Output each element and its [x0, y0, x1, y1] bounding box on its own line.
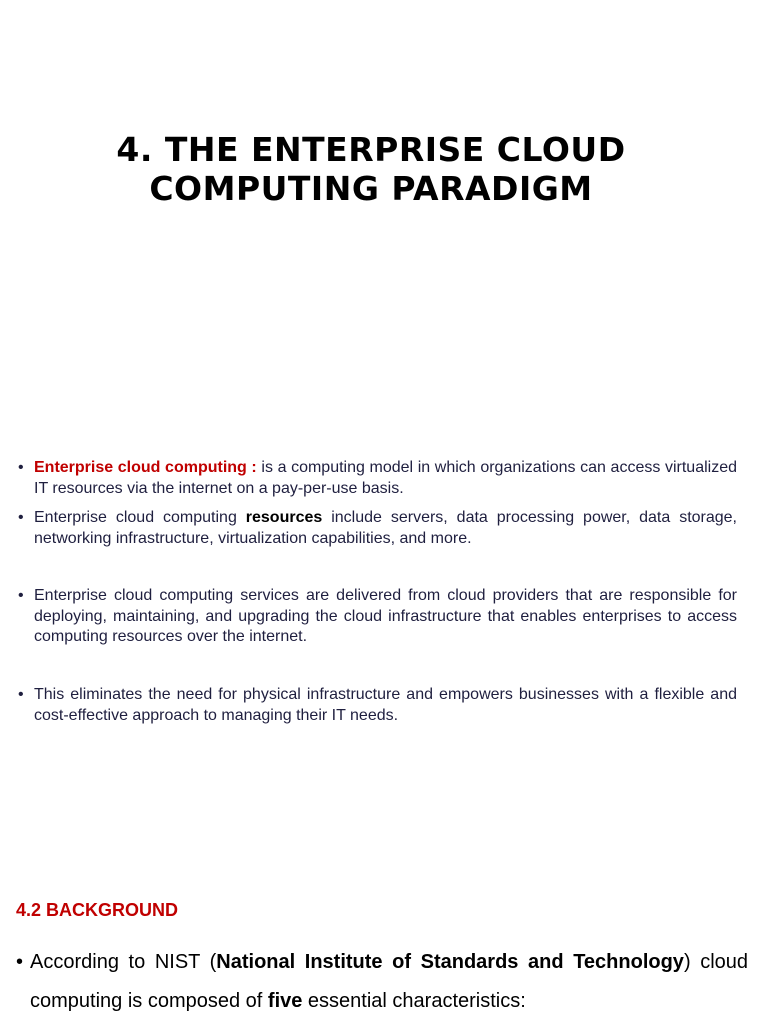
bullet-services	[18, 586, 737, 648]
nist-text-2: ) cloud computing is composed of	[30, 951, 749, 1012]
bullet-list-3	[18, 685, 737, 726]
nist-text-3: essential characteristics:	[302, 990, 526, 1012]
definition-text: is a computing model in which organizations can access virtualized IT resources via the internet on a pay-per-use basis.	[34, 459, 737, 497]
nist-name: National Institute of Standards and Technology	[216, 951, 684, 973]
bullet-list-2	[18, 586, 737, 648]
definition-term: Enterprise cloud computing :	[34, 459, 257, 476]
bullet-definition	[18, 458, 737, 499]
benefits-text: This eliminates the need for physical infrastructure and empowers businesses with a flexible and cost-effective approach to managing their IT needs.	[34, 686, 737, 724]
slide-title	[0, 130, 742, 208]
bullet-list-1	[18, 458, 737, 549]
background-list	[16, 943, 748, 1021]
resources-text-before: Enterprise cloud computing	[34, 509, 246, 526]
nist-five: five	[267, 990, 303, 1012]
nist-text-1: According to NIST (	[30, 951, 217, 973]
resources-term: resources	[245, 509, 323, 526]
section-heading-background: 4.2 BACKGROUND	[16, 900, 179, 920]
bullet-benefits	[18, 685, 737, 726]
resources-text-after: include servers, data processing power, data storage, networking infrastructure, virtualization capabilities, and more.	[34, 509, 737, 547]
slide-title-line1: 4. THE ENTERPRISE CLOUD	[116, 130, 626, 169]
services-text: Enterprise cloud computing services are delivered from cloud providers that are responsible for deploying, maintaining, and upgrading the cloud infrastructure that enables enterprises to access computing resources over the internet.	[34, 587, 737, 645]
bullet-resources	[18, 508, 737, 549]
slide-title-line2: COMPUTING PARADIGM	[149, 169, 593, 208]
nist-bullet	[16, 943, 748, 1021]
